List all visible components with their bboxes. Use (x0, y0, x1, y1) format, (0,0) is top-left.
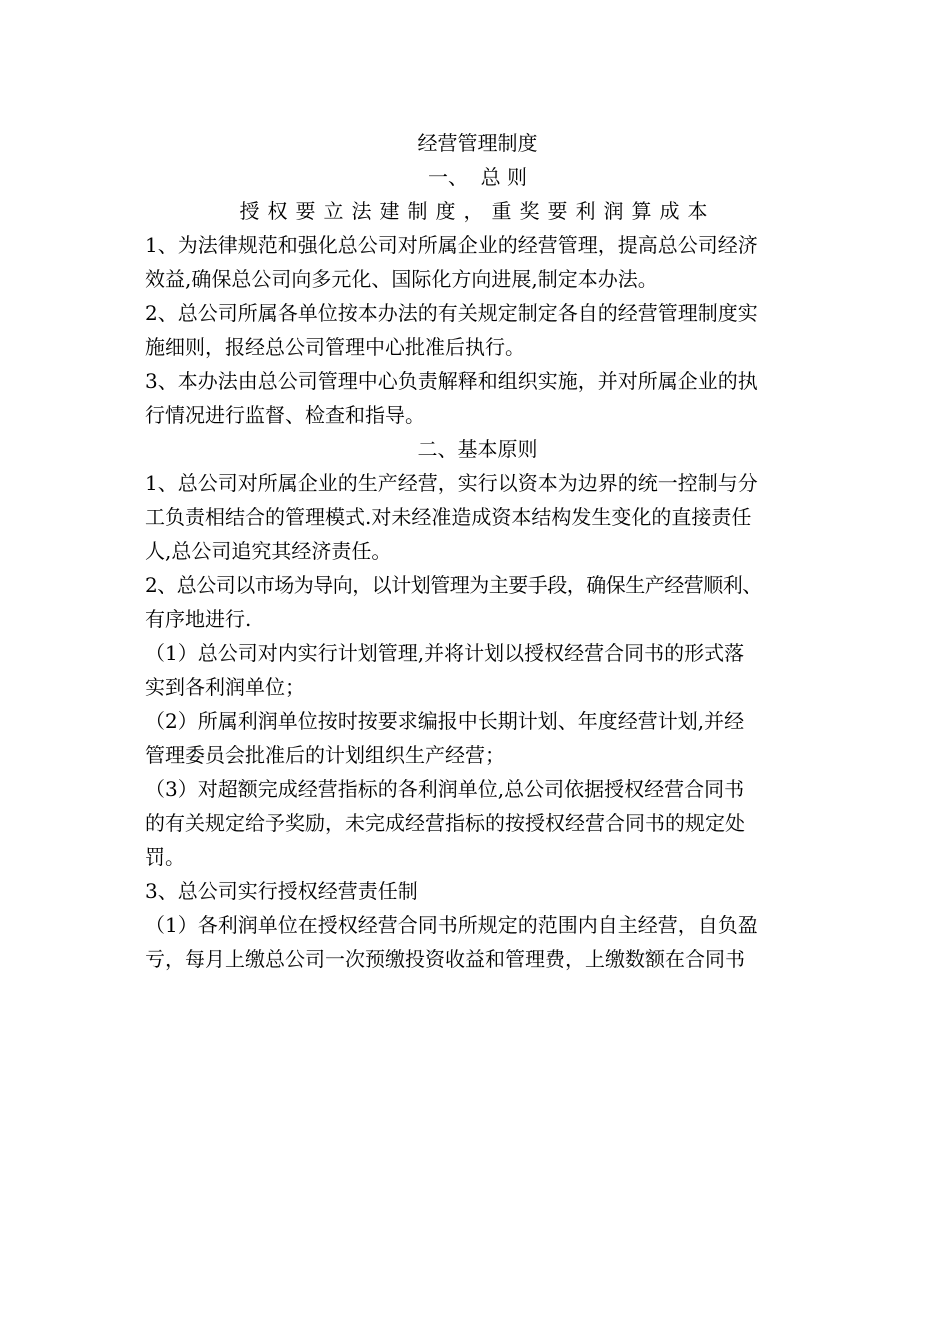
paragraph-line: （3）对超额完成经营指标的各利润单位,总公司依据授权经营合同书 (145, 777, 745, 801)
paragraph-line: 罚。 (145, 845, 185, 869)
paragraph-line: 1、为法律规范和强化总公司对所属企业的经营管理，提高总公司经济 (145, 233, 758, 257)
paragraph-line: 1、总公司对所属企业的生产经营，实行以资本为边界的统一控制与分 (145, 471, 758, 495)
section-heading-general: 一、 总 则 (427, 165, 528, 189)
paragraph-line: 工负责相结合的管理模式.对未经准造成资本结构发生变化的直接责任 (145, 505, 752, 529)
paragraph-line: 实到各利润单位； (145, 675, 305, 699)
section-heading-principles: 二、基本原则 (417, 437, 538, 461)
paragraph-line: 管理委员会批准后的计划组织生产经营； (145, 743, 505, 767)
paragraph-line: 施细则，报经总公司管理中心批准后执行。 (145, 335, 525, 359)
paragraph-line: 2、总公司以市场为导向，以计划管理为主要手段，确保生产经营顺利、 (145, 573, 762, 597)
paragraph-line: 3、总公司实行授权经营责任制 (145, 879, 418, 903)
paragraph-line: 行情况进行监督、检查和指导。 (145, 403, 425, 427)
document-title: 经营管理制度 (417, 131, 538, 155)
paragraph-line: 3、本办法由总公司管理中心负责解释和组织实施，并对所属企业的执 (145, 369, 758, 393)
paragraph-line: （2）所属利润单位按时按要求编报中长期计划、年度经营计划,并经 (145, 709, 745, 733)
paragraph-line: 2、总公司所属各单位按本办法的有关规定制定各自的经营管理制度实 (145, 301, 758, 325)
paragraph-line: 的有关规定给予奖励，未完成经营指标的按授权经营合同书的规定处 (145, 811, 745, 835)
paragraph-line: 有序地进行. (145, 607, 252, 631)
paragraph-line: 人,总公司追究其经济责任。 (145, 539, 392, 563)
document-page (145, 126, 810, 976)
paragraph-line: 亏，每月上缴总公司一次预缴投资收益和管理费，上缴数额在合同书 (145, 947, 745, 971)
paragraph-line: （1）总公司对内实行计划管理,并将计划以授权经营合同书的形式落 (145, 641, 745, 665)
paragraph-line: 效益,确保总公司向多元化、国际化方向进展,制定本办法。 (145, 267, 658, 291)
slogan: 授权要立法建制度，重奖要利润算成本 (239, 199, 716, 223)
paragraph-line: （1）各利润单位在授权经营合同书所规定的范围内自主经营，自负盈 (145, 913, 758, 937)
